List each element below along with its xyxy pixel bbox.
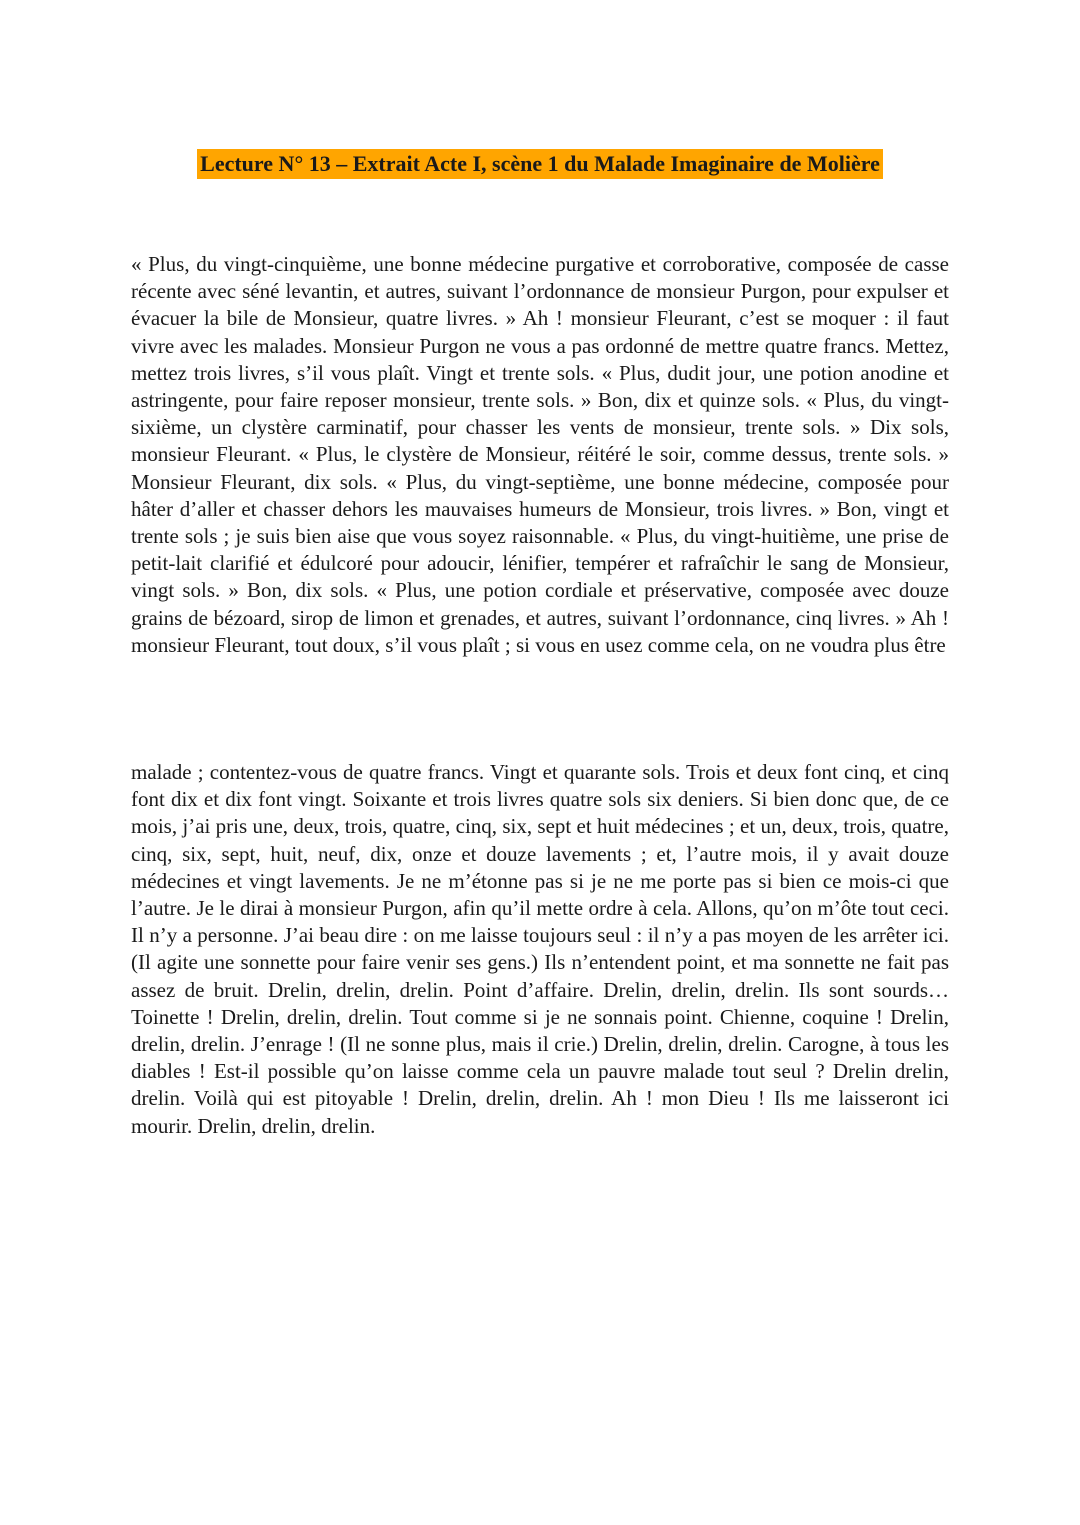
document-title: Lecture N° 13 – Extrait Acte I, scène 1 du Malade Imaginaire de Molière (197, 149, 883, 179)
title-container (0, 149, 1080, 179)
paragraph-1: « Plus, du vingt-cinquième, une bonne médecine purgative et corroborative, composée de casse récente avec séné levantin, et autres, suivant l’ordonnance de monsieur Purgon, pour expulser et évacuer la bile de Monsieur, quatre livres. » Ah ! monsieur Fleurant, c’est se moquer : il faut vivre avec les malades. Monsieur Purgon ne vous a pas ordonné de mettre quatre francs. Mettez, mettez trois livres, s’il vous plaît. Vingt et trente sols. « Plus, dudit jour, une potion anodine et astringente, pour faire reposer monsieur, trente sols. » Bon, dix et quinze sols. « Plus, du vingt-sixième, un clystère carminatif, pour chasser les vents de monsieur, trente sols. » Dix sols, monsieur Fleurant. « Plus, le clystère de Monsieur, réitéré le soir, comme dessus, trente sols. » Monsieur Fleurant, dix sols. « Plus, du vingt-septième, une bonne médecine, composée pour hâter d’aller et chasser dehors les mauvaises humeurs de Monsieur, trois livres. » Bon, vingt et trente sols ; je suis bien aise que vous soyez raisonnable. « Plus, du vingt-huitième, une prise de petit-lait clarifié et édulcoré pour adoucir, lénifier, tempérer et rafraîchir le sang de Monsieur, vingt sols. » Bon, dix sols. « Plus, une potion cordiale et préservative, composée avec douze grains de bézoard, sirop de limon et grenades, et autres, suivant l’ordonnance, cinq livres. » Ah ! monsieur Fleurant, tout doux, s’il vous plaît ; si vous en usez comme cela, on ne voudra plus être (131, 252, 949, 657)
paragraph-2: malade ; contentez-vous de quatre francs. Vingt et quarante sols. Trois et deux font cinq, et cinq font dix et dix font vingt. Soixante et trois livres quatre sols six deniers. Si bien donc que, de ce mois, j’ai pris une, deux, trois, quatre, cinq, six, sept et huit médecines ; et un, deux, trois, quatre, cinq, six, sept, huit, neuf, dix, onze et douze lavements ; et, l’autre mois, il y avait douze médecines et vingt lavements. Je ne m’étonne pas si je ne me porte pas si bien ce mois-ci que l’autre. Je le dirai à monsieur Purgon, afin qu’il mette ordre à cela. Allons, qu’on m’ôte tout ceci. Il n’y a personne. J’ai beau dire : on me laisse toujours seul : il n’y a pas moyen de les arrêter ici. (Il agite une sonnette pour faire venir ses gens.) Ils n’entendent point, et ma sonnette ne fait pas assez de bruit. Drelin, drelin, drelin. Point d’affaire. Drelin, drelin, drelin. Ils sont sourds… Toinette ! Drelin, drelin, drelin. Tout comme si je ne sonnais point. Chienne, coquine ! Drelin, drelin, drelin. J’enrage ! (Il ne sonne plus, mais il crie.) Drelin, drelin, drelin. Carogne, à tous les diables ! Est-il possible qu’on laisse comme cela un pauvre malade tout seul ? Drelin drelin, drelin. Voilà qui est pitoyable ! Drelin, drelin, drelin. Ah ! mon Dieu ! Ils me laisseront ici mourir. Drelin, drelin, drelin. (131, 760, 949, 1138)
